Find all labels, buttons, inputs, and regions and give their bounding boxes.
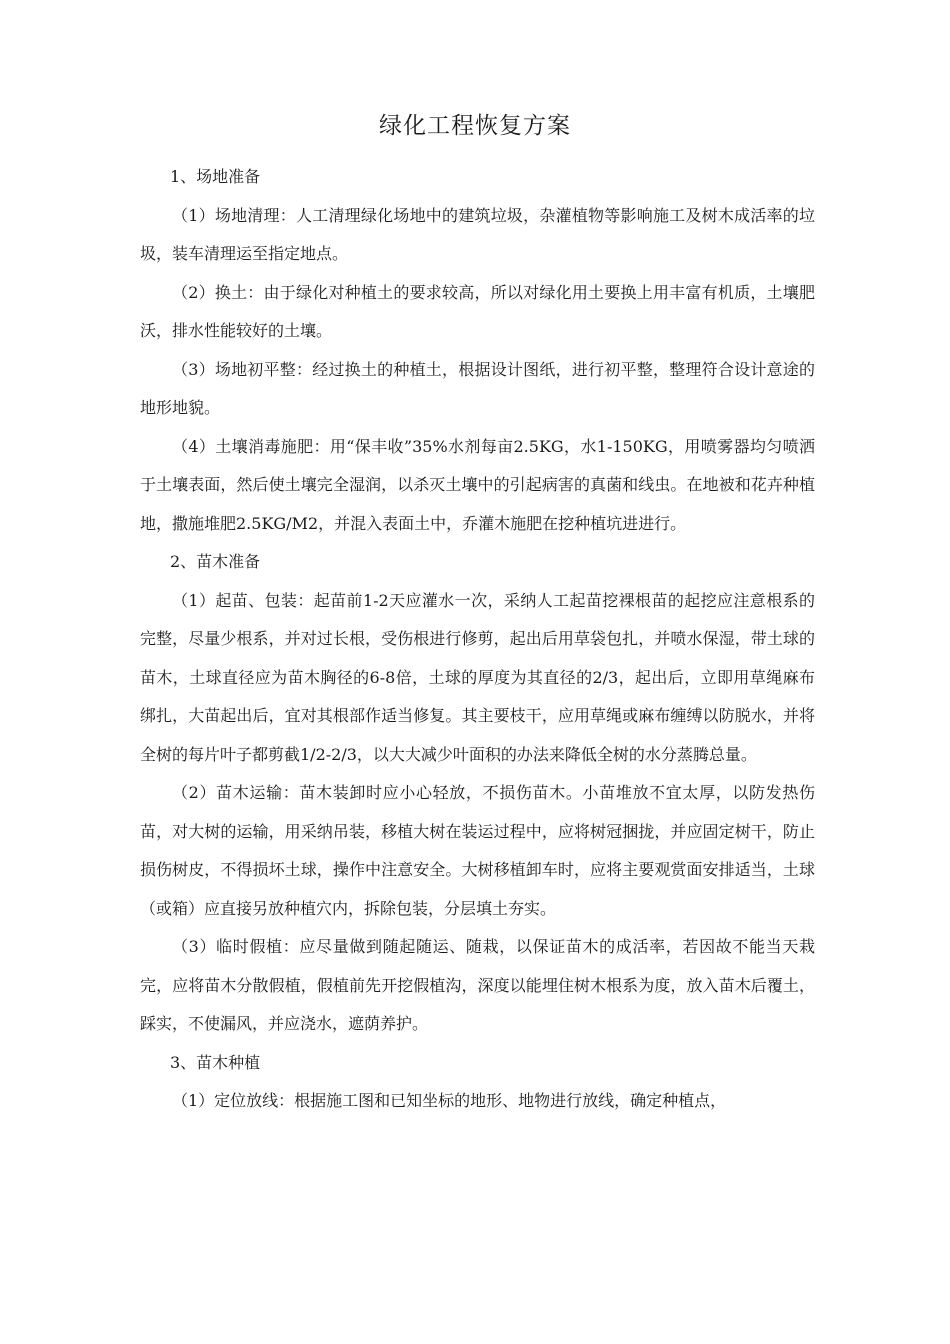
paragraph-lifting-packing: （1）起苗、包装：起苗前1-2天应灌水一次，采纳人工起苗挖裸根苗的起挖应注意根系的完整，尽量少根系，并对过长根，受伤根进行修剪，起出后用草袋包扎，并喷水保湿，带土球的苗木，土球直径应为苗木胸径的6-8倍，土球的厚度为其直径的2/3，起出后，立即用草绳麻布绑扎，大苗起出后，宜对其根部作适当修复。其主要枝干，应用草绳或麻布缠缚以防脱水，并将全树的每片叶子都剪截1/2-2/3，以大大减少叶面积的办法来降低全树的水分蒸腾总量。 (140, 590, 815, 764)
section-heading-site-preparation: 1、场地准备 (170, 167, 261, 186)
paragraph-temporary-planting: （3）临时假植：应尽量做到随起随运、随栽，以保证苗木的成活率，若因故不能当天栽完，应将苗木分散假植，假植前先开挖假植沟，深度以能埋住树木根系为度，放入苗木后覆土，踩实，不使漏风，并应浇水，遮荫养护。 (140, 937, 815, 1033)
section-heading-seedling-preparation: 2、苗木准备 (170, 552, 261, 571)
paragraph-soil-disinfection: （4）土壤消毒施肥：用“保丰收”35%水剂每亩2.5KG，水1-150KG，用喷雾器均匀喷洒于土壤表面，然后使土壤完全湿润，以杀灭土壤中的引起病害的真菌和线虫。在地被和花卉种植地，撒施堆肥2.5KG/M2，并混入表面土中，乔灌木施肥在挖种植坑进进行。 (140, 436, 815, 533)
document-title: 绿化工程恢复方案 (379, 113, 571, 139)
paragraph-initial-leveling: （3）场地初平整：经过换土的种植土，根据设计图纸，进行初平整，整理符合设计意途的地形地貌。 (140, 359, 815, 417)
paragraph-positioning: （1）定位放线：根据施工图和已知坐标的地形、地物进行放线，确定种植点， (172, 1091, 727, 1110)
document-body (140, 158, 815, 1121)
paragraph-soil-replacement: （2）换土：由于绿化对种植土的要求较高，所以对绿化用土要换上用丰富有机质，土壤肥沃，排水性能较好的土壤。 (140, 282, 815, 340)
paragraph-site-clearing: （1）场地清理：人工清理绿化场地中的建筑垃圾，杂灌植物等影响施工及树木成活率的垃圾，装车清理运至指定地点。 (140, 205, 815, 263)
section-heading-seedling-planting: 3、苗木种植 (170, 1052, 261, 1072)
paragraph-seedling-transport: （2）苗木运输：苗木装卸时应小心轻放，不损伤苗木。小苗堆放不宜太厚，以防发热伤苗，对大树的运输，用采纳吊装，移植大树在装运过程中，应将树冠捆拢，并应固定树干，防止损伤树皮，不得损坏土球，操作中注意安全。大树移植卸车时，应将主要观赏面安排适当，土球（或箱）应直接另放种植穴内，拆除包装，分层填土夯实。 (140, 783, 815, 918)
